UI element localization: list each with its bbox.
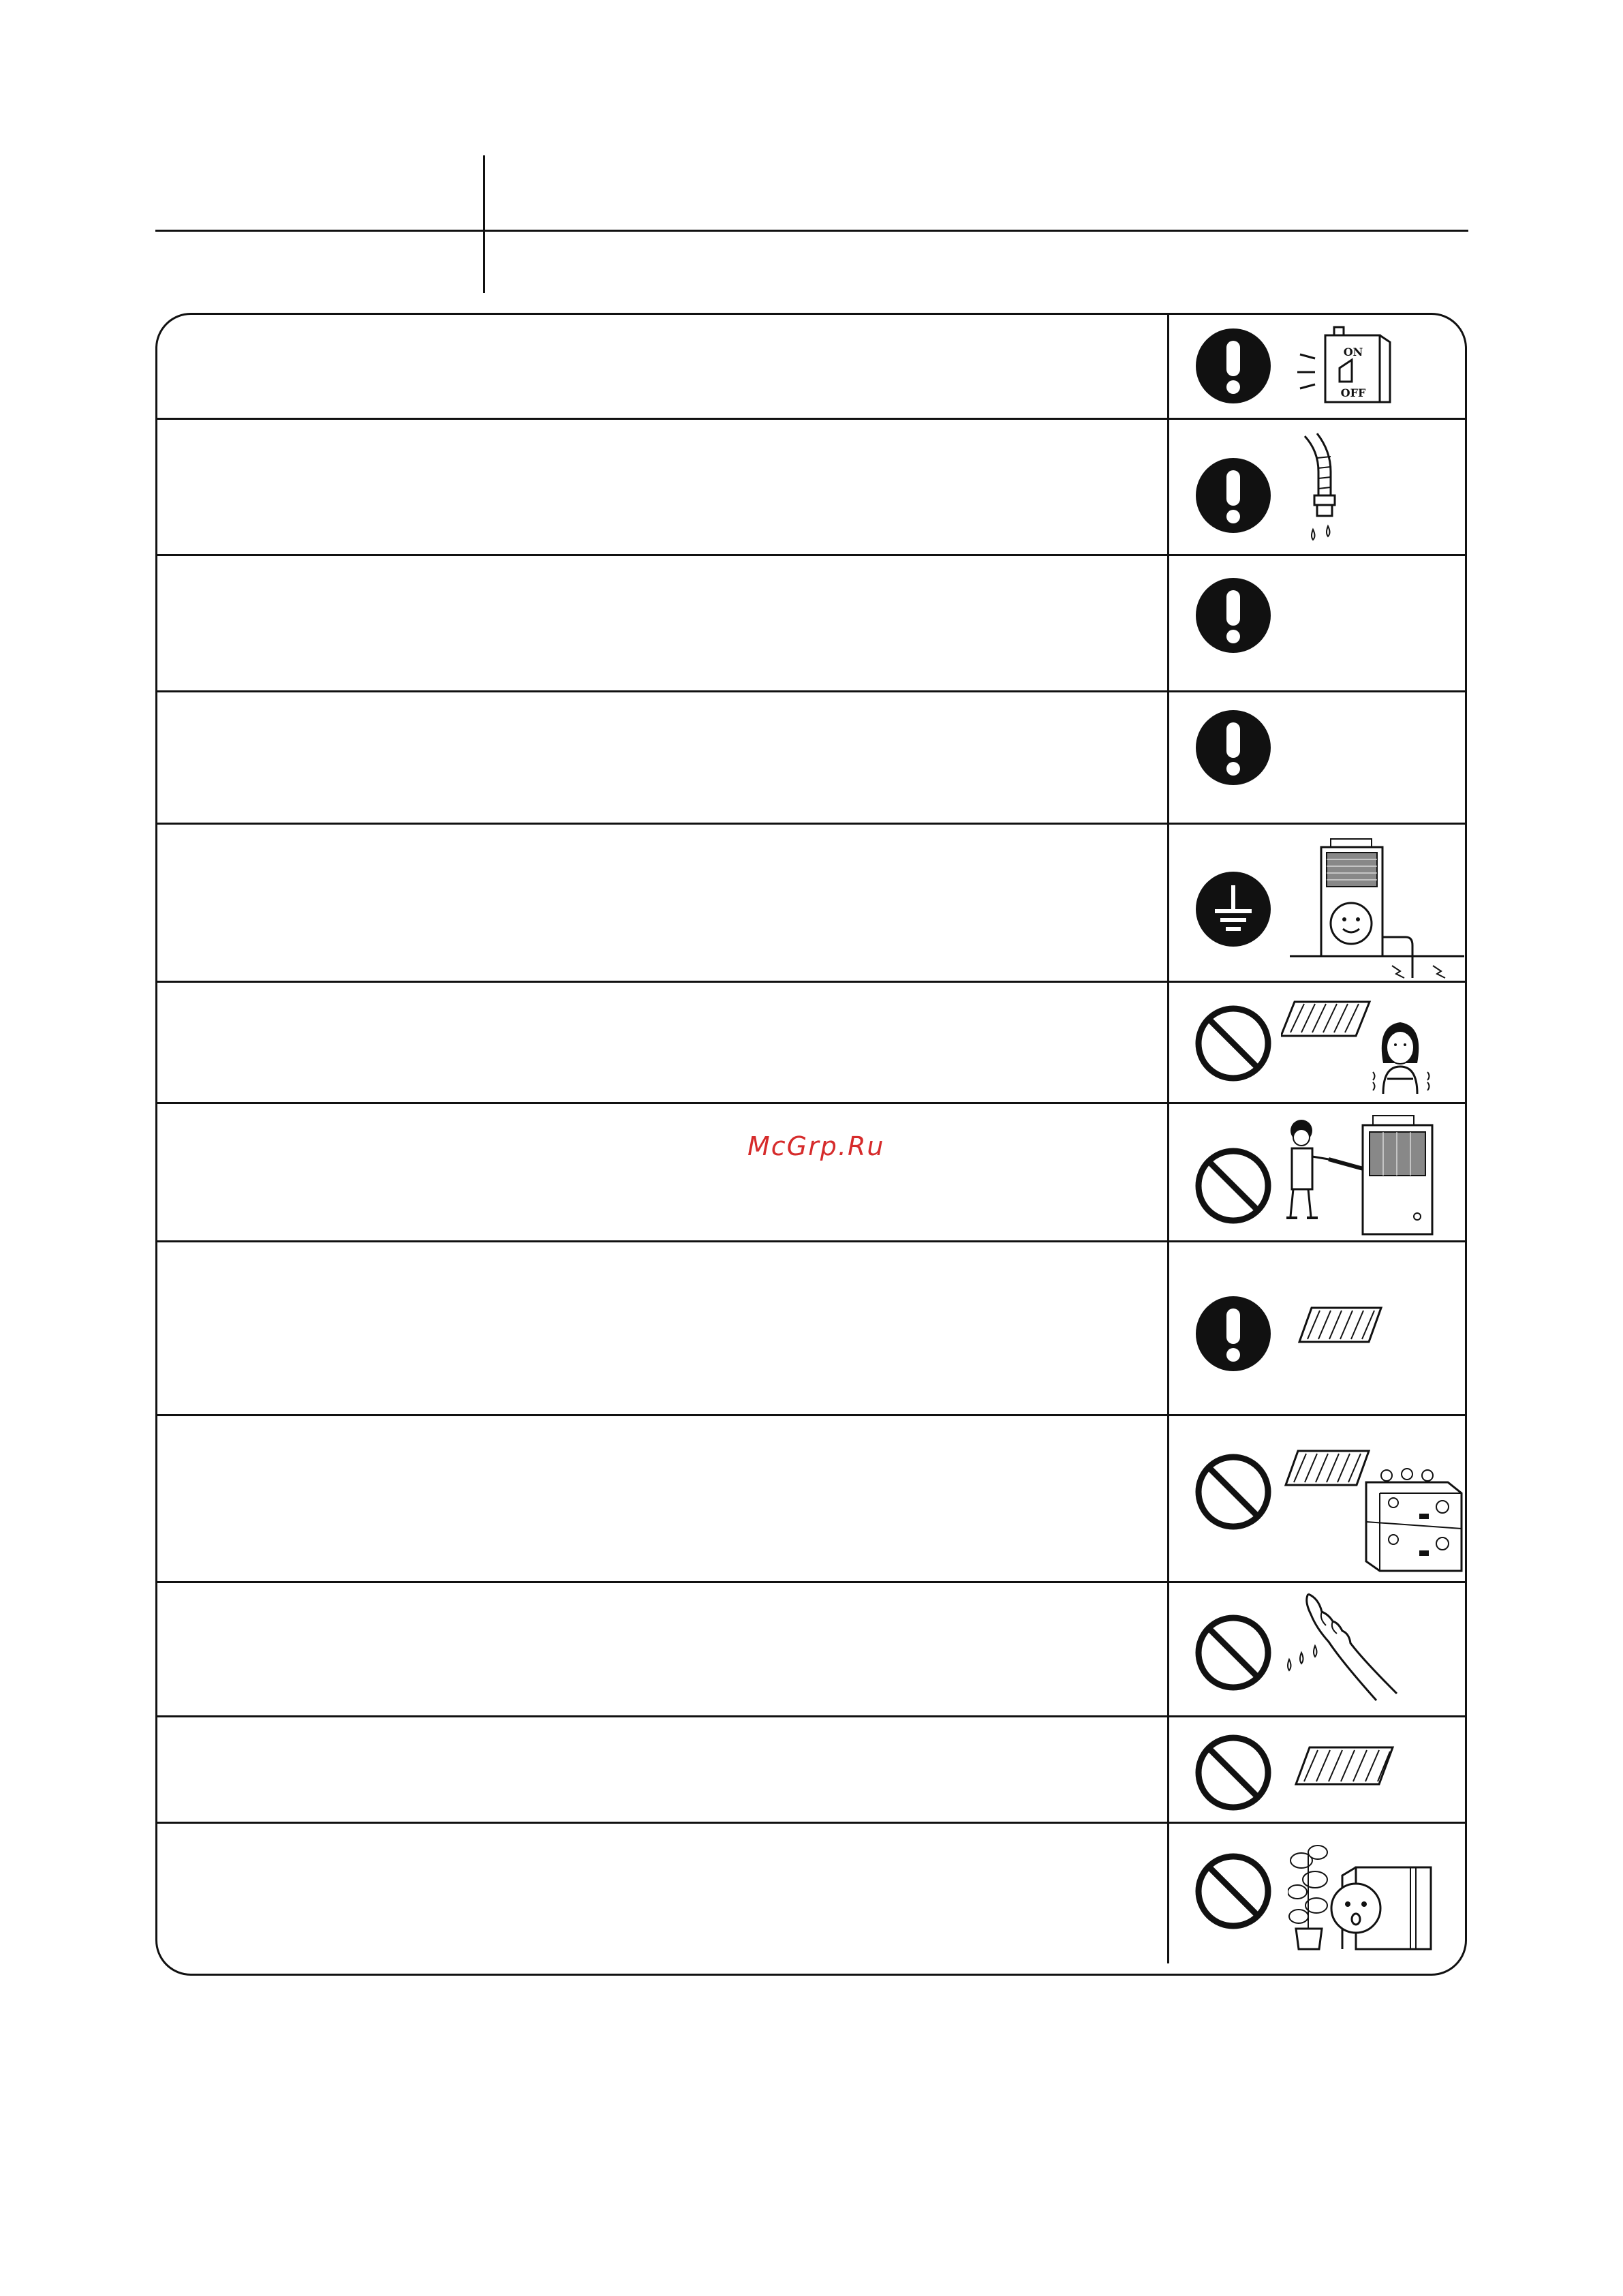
row-separator	[155, 554, 1467, 556]
drain-hose-illustration	[1298, 431, 1359, 553]
wet-hand-illustration	[1281, 1591, 1417, 1707]
watermark: McGrp.Ru	[747, 1131, 885, 1161]
cold-woman-illustration	[1281, 998, 1465, 1101]
mandatory-icon	[1194, 709, 1272, 786]
switch-off-label: OFF	[1340, 386, 1366, 399]
prohibited-icon	[1194, 1614, 1272, 1692]
outdoor-unit-grounding-illustration	[1290, 835, 1467, 985]
plant-near-unit-illustration	[1288, 1840, 1444, 1956]
airflow-hatch-illustration	[1298, 1305, 1387, 1346]
mandatory-icon	[1194, 457, 1272, 534]
row-separator	[155, 981, 1467, 983]
mandatory-icon	[1194, 1295, 1272, 1373]
row-separator	[155, 1822, 1467, 1824]
prohibited-icon	[1194, 1147, 1272, 1225]
row-separator	[155, 823, 1467, 825]
prohibited-icon	[1194, 1453, 1272, 1531]
food-cabinet-illustration	[1284, 1448, 1468, 1578]
mandatory-icon	[1194, 577, 1272, 654]
row-separator	[155, 418, 1467, 420]
power-switch-illustration	[1295, 313, 1404, 409]
row-separator	[155, 1240, 1467, 1242]
row-separator	[155, 1715, 1467, 1717]
prohibited-icon	[1194, 1005, 1272, 1082]
row-separator	[155, 690, 1467, 692]
ground-icon	[1194, 870, 1272, 948]
switch-on-label: ON	[1343, 346, 1363, 358]
child-poking-unit-illustration	[1281, 1114, 1458, 1237]
header-divider	[483, 155, 485, 293]
prohibited-icon	[1194, 1734, 1272, 1811]
row-separator	[155, 1102, 1467, 1104]
airflow-hatch-illustration	[1295, 1745, 1397, 1789]
mandatory-icon	[1194, 327, 1272, 405]
row-separator	[155, 1581, 1467, 1583]
prohibited-icon	[1194, 1852, 1272, 1930]
row-separator	[155, 1414, 1467, 1416]
header-rule	[155, 230, 1468, 232]
